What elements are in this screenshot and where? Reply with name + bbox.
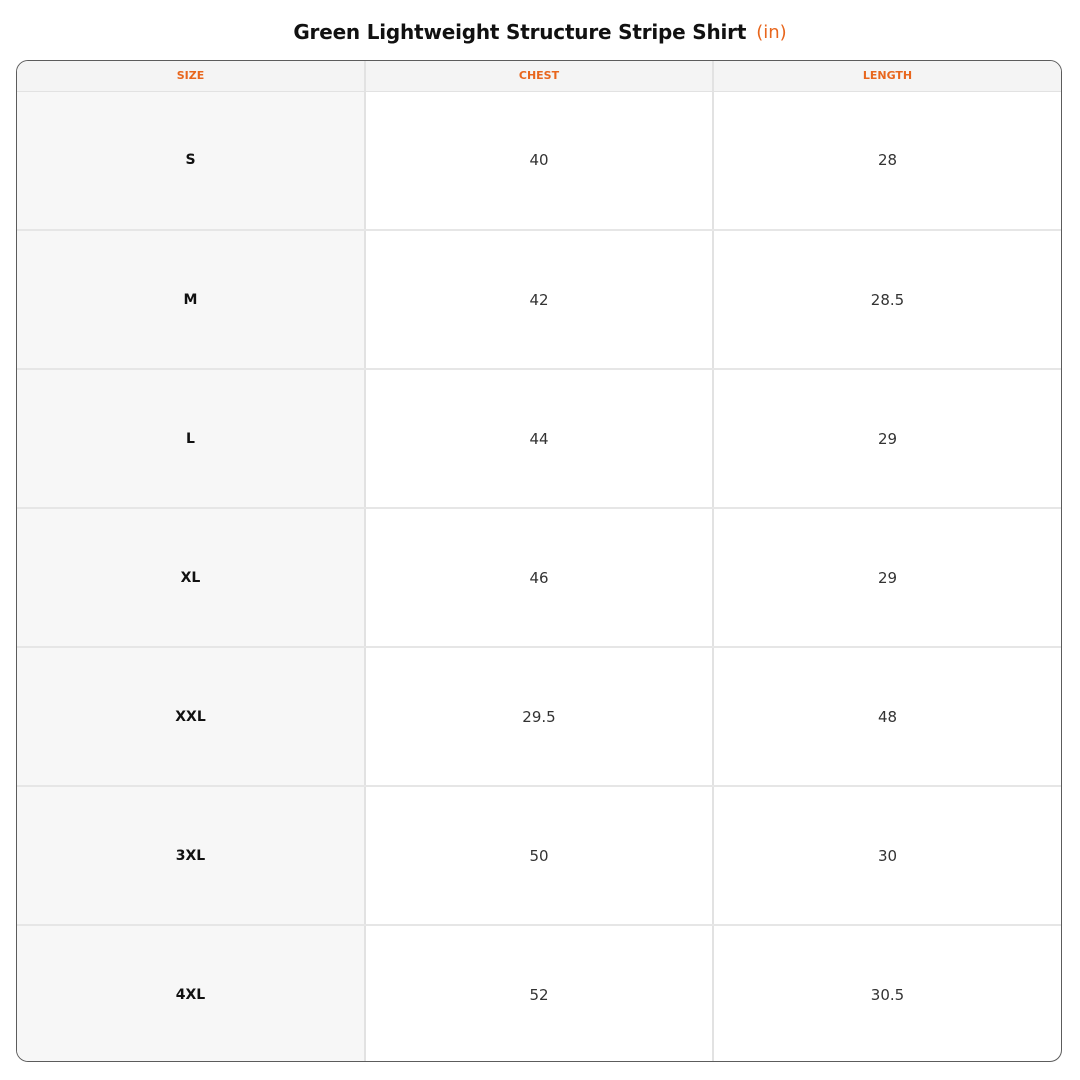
size-cell: S [17,91,365,230]
header-chest: CHEST [365,61,713,91]
table-row [17,508,1061,647]
header-size: SIZE [17,61,365,91]
size-cell: 4XL [17,925,365,1062]
page-title: Green Lightweight Structure Stripe Shirt [293,20,747,44]
unit-label: (in) [756,21,787,43]
length-cell: 30 [713,786,1061,925]
size-cell: M [17,230,365,369]
size-table [17,61,1061,1062]
table-row [17,647,1061,786]
size-table-container [16,60,1062,1062]
size-cell: L [17,369,365,508]
header-length: LENGTH [713,61,1061,91]
chest-cell: 52 [365,925,713,1062]
title-row [0,17,1080,47]
table-row [17,230,1061,369]
size-cell: XXL [17,647,365,786]
chest-cell: 50 [365,786,713,925]
size-cell: 3XL [17,786,365,925]
length-cell: 29 [713,508,1061,647]
size-cell: XL [17,508,365,647]
table-row [17,786,1061,925]
length-cell: 28 [713,91,1061,230]
table-row [17,91,1061,230]
table-header-row [17,61,1061,91]
chest-cell: 40 [365,91,713,230]
length-cell: 30.5 [870,986,905,1004]
chest-cell: 29.5 [365,647,713,786]
length-cell: 29 [713,369,1061,508]
chest-cell: 46 [365,508,713,647]
table-row [17,369,1061,508]
length-cell: 48 [713,647,1061,786]
length-cell: 28.5 [713,230,1061,369]
chest-cell: 42 [365,230,713,369]
chest-cell: 44 [365,369,713,508]
table-row [17,925,1061,1062]
